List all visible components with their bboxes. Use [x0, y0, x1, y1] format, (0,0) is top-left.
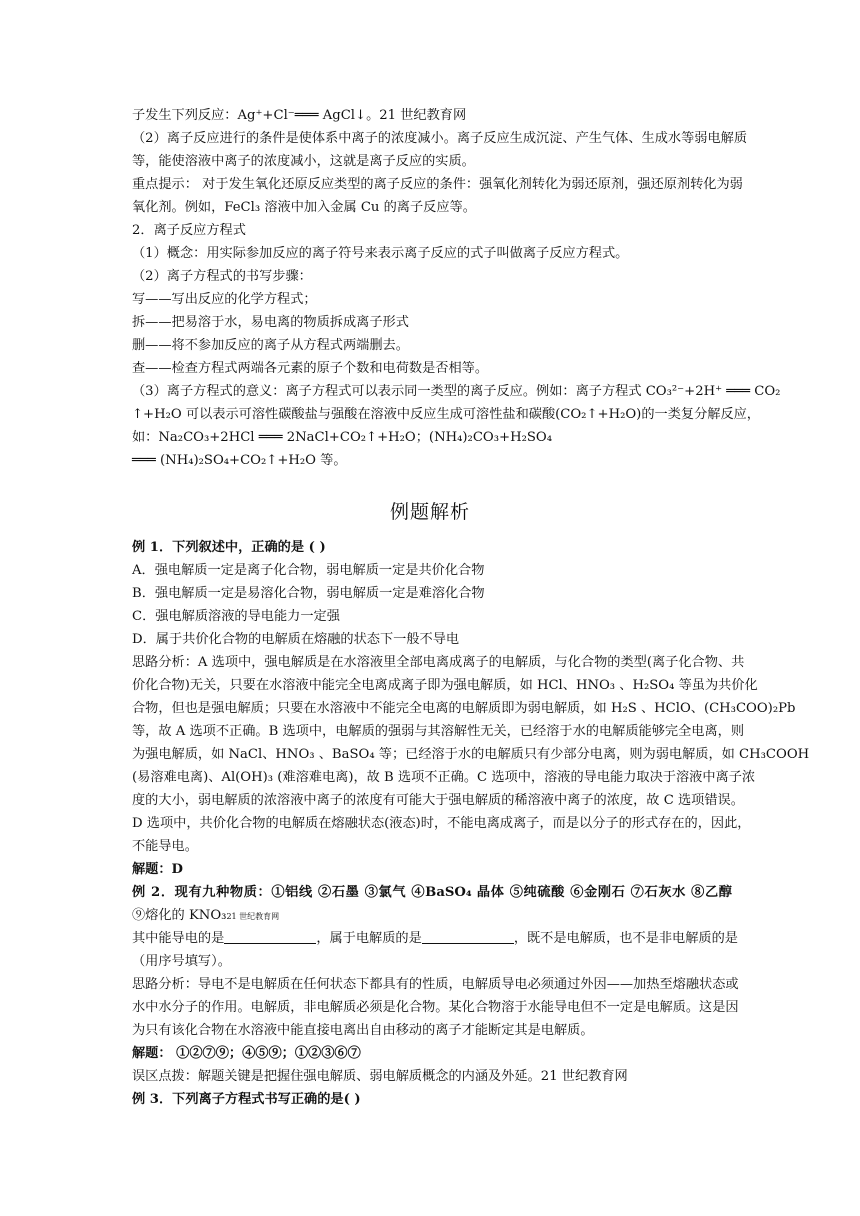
text-line: 拆——把易溶于水，易电离的物质拆成离子形式 — [132, 315, 409, 330]
text-line: 价化合物)无关，只要在水溶液中能完全电离成离子即为强电解质，如 HCl、HNO₃ 、H₂SO₄ 等虽为共价化 — [132, 678, 758, 693]
text-line: 查——检查方程式两端各元素的原子个数和电荷数是否相等。 — [132, 361, 489, 376]
option-d: D．属于共价化合物的电解质在熔融的状态下一般不导电 — [132, 632, 460, 647]
text-line: 重点提示： 对于发生氧化还原反应类型的离子反应的条件：强氧化剂转化为弱还原剂，强还原剂转化为弱 — [132, 177, 743, 192]
text-line: 度的大小，弱电解质的浓溶液中离子的浓度有可能大于强电解质的稀溶液中离子的浓度，故 C 选项错误。 — [132, 793, 744, 808]
text-line: 不能导电。 — [132, 839, 198, 854]
text-line: 水中水分子的作用。电解质，非电解质必须是化合物。某化合物溶于水能导电但不一定是电解质。这是因 — [132, 1000, 739, 1015]
option-c: C．强电解质溶液的导电能力一定强 — [132, 609, 340, 624]
text-line: 为只有该化合物在水溶液中能直接电离出自由移动的离子才能断定其是电解质。 — [132, 1023, 594, 1038]
blank-prefix-3: ，既不是电解质，也不是非电解质的是 — [513, 931, 738, 946]
tip-line: 误区点拨：解题关键是把握住强电解质、弱电解质概念的内涵及外延。21 世纪教育网 — [132, 1069, 628, 1084]
option-b: B．强电解质一定是易溶化合物，弱电解质一定是难溶化合物 — [132, 586, 485, 601]
text-line: D 选项中，共价化合物的电解质在熔融状态(液态)时，不能电离成离子，而是以分子的形式存在的，因此， — [132, 816, 751, 831]
question-heading: 例 1．下列叙述中，正确的是 ( ) — [132, 540, 326, 555]
text-line: 子发生下列反应：Ag⁺+Cl⁻​═══ AgCl↓。21 世纪教育网 — [132, 108, 467, 123]
text-line: （2）离子方程式的书写步骤： — [132, 269, 312, 284]
answer-blank-1[interactable] — [224, 929, 316, 944]
text-line: ═══ (NH₄)₂SO₄+CO₂↑+H₂O 等。 — [132, 453, 347, 468]
text-line: 思路分析：导电不是电解质在任何状态下都具有的性质，电解质导电必须通过外因——加热至熔融状态或 — [132, 977, 739, 992]
answer-line: 解题： ①②⑦⑨；④⑤⑨；①②③⑥⑦ — [132, 1046, 361, 1061]
text-line — [132, 906, 279, 927]
text-line: (易溶难电离)、Al(OH)₃ (难溶难电离)，故 B 选项不正确。C 选项中，溶液的导电能力取决于溶液中离子浓 — [132, 770, 756, 785]
text-line: 写——写出反应的化学方程式； — [132, 292, 317, 307]
text-line: 合物，但也是强电解质；只要在水溶液中不能完全电离的电解质即为弱电解质，如 H₂S 、HClO、(CH₃COO)₂Pb — [132, 701, 796, 716]
text-line: （3）离子方程式的意义：离子方程式可以表示同一类型的离子反应。例如：离子方程式 CO₃²⁻+2H⁺ ═══ CO₂ — [132, 384, 781, 399]
text-line: ↑+H₂O 可以表示可溶性碳酸盐与强酸在溶液中反应生成可溶性盐和碳酸(CO₂↑+H₂O)的一类复分解反应， — [132, 407, 760, 422]
text-line: 为强电解质，如 NaCl、HNO₃ 、BaSO₄ 等；已经溶于水的电解质只有少部分电离，则为弱电解质，如 CH₃COOH — [132, 747, 810, 762]
answer-blank-2[interactable] — [422, 929, 514, 944]
text-line: 思路分析：A 选项中，强电解质是在水溶液里全部电离成离子的电解质，与化合物的类型(离子化合物、共 — [132, 655, 745, 670]
blank-prefix-2: ，属于电解质的是 — [316, 931, 422, 946]
text-line: 如：Na₂CO₃+2HCl ═══ 2NaCl+CO₂↑+H₂O；(NH₄)₂CO₃+H₂SO₄ — [132, 430, 552, 445]
kno3-label: ⑨熔化的 KNO₃ — [132, 908, 227, 923]
text-line: 等，能使溶液中离子的浓度减小，这就是离子反应的实质。 — [132, 154, 475, 169]
text-line: （用序号填写）。 — [132, 954, 231, 969]
question-heading: 例 3．下列离子方程式书写正确的是( ) — [132, 1092, 361, 1107]
text-line: 等，故 A 选项不正确。B 选项中，电解质的强弱与其溶解性无关，已经溶于水的电解质能够完全电离，则 — [132, 724, 745, 739]
blank-prefix-1: 其中能导电的是 — [132, 931, 225, 946]
text-line: 氧化剂。例如，FeCl₃ 溶液中加入金属 Cu 的离子反应等。 — [132, 200, 476, 215]
text-line: （2）离子反应进行的条件是使体系中离子的浓度减小。离子反应生成沉淀、产生气体、生成水等弱电解质 — [132, 131, 748, 146]
text-line: 删——将不参加反应的离子从方程式两端删去。 — [132, 338, 409, 353]
answer-line: 解题：D — [132, 862, 183, 877]
text-line: 2．离子反应方程式 — [132, 223, 246, 238]
fill-in-line — [132, 929, 738, 949]
question-heading: 例 2．现有九种物质：①铝线 ②石墨 ③氯气 ④BaSO₄ 晶体 ⑤纯硫酸 ⑥金刚石 ⑦石灰水 ⑧乙醇 — [132, 885, 732, 900]
section-title: 例题解析 — [389, 501, 470, 523]
watermark-small: 21 世纪教育网 — [226, 912, 280, 921]
option-a: A．强电解质一定是离子化合物，弱电解质一定是共价化合物 — [132, 563, 485, 578]
text-line: （1）概念：用实际参加反应的离子符号来表示离子反应的式子叫做离子反应方程式。 — [132, 246, 629, 261]
